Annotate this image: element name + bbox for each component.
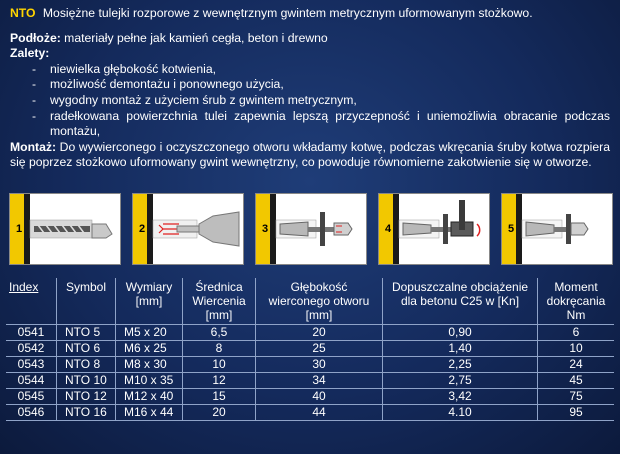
finished-anchor-illustration-icon (502, 194, 612, 264)
cell-symbol: NTO 10 (57, 373, 116, 389)
cell-torque: 6 (538, 325, 615, 341)
cell-torque: 95 (538, 405, 615, 421)
installation-label: Montaż: (10, 139, 57, 154)
step-4-tightening (378, 193, 490, 265)
cell-dimensions: M5 x 20 (116, 325, 183, 341)
cell-load: 2,25 (383, 357, 538, 373)
step-number: 4 (385, 223, 392, 235)
product-description: Mosiężne tulejki rozporowe z wewnętrznym gwintem metrycznym uformowanym stożkowo. (42, 6, 533, 20)
cell-index: 0542 (6, 341, 57, 357)
table-row (6, 341, 614, 357)
list-item: - niewielka głębokość kotwienia, (10, 62, 610, 78)
cell-index: 0543 (6, 357, 57, 373)
step-number: 1 (16, 223, 23, 235)
installation-steps (9, 193, 611, 265)
cell-drill-diameter: 8 (183, 341, 256, 357)
table-row (6, 373, 614, 389)
specification-table (6, 278, 614, 421)
substrate-text: materiały pełne jak kamień cegła, beton i drewno (64, 30, 328, 45)
step-number: 2 (139, 223, 146, 235)
cell-hole-depth: 34 (256, 373, 383, 389)
step-2-cleaning (132, 193, 244, 265)
cell-load: 4.10 (383, 405, 538, 421)
header-permissible-load: Dopuszczalne obciążenie dla betonu C25 w [Kn] (383, 278, 538, 325)
description-block (10, 6, 610, 171)
table-row (6, 389, 614, 405)
cell-drill-diameter: 20 (183, 405, 256, 421)
cell-dimensions: M6 x 25 (116, 341, 183, 357)
cell-load: 2,75 (383, 373, 538, 389)
cell-dimensions: M16 x 44 (116, 405, 183, 421)
drill-illustration-icon (10, 194, 120, 264)
cell-hole-depth: 40 (256, 389, 383, 405)
cell-drill-diameter: 6,5 (183, 325, 256, 341)
cell-drill-diameter: 10 (183, 357, 256, 373)
cell-load: 3,42 (383, 389, 538, 405)
tightening-illustration-icon (379, 194, 489, 264)
cell-drill-diameter: 12 (183, 373, 256, 389)
step-number: 3 (262, 223, 269, 235)
cell-symbol: NTO 16 (57, 405, 116, 421)
cell-hole-depth: 30 (256, 357, 383, 373)
header-symbol: Symbol (57, 278, 116, 325)
cell-symbol: NTO 12 (57, 389, 116, 405)
cell-torque: 24 (538, 357, 615, 373)
cell-load: 1,40 (383, 341, 538, 357)
cell-symbol: NTO 5 (57, 325, 116, 341)
cell-drill-diameter: 15 (183, 389, 256, 405)
cell-dimensions: M8 x 30 (116, 357, 183, 373)
substrate-label: Podłoże: (10, 30, 61, 45)
installation-paragraph (10, 140, 610, 171)
list-item: - radełkowana powierzchnia tulei zapewnia lepszą przyczepność i uniemożliwia obracanie podczas montażu, (10, 109, 610, 140)
cell-index: 0546 (6, 405, 57, 421)
anchor-insert-illustration-icon (256, 194, 366, 264)
cell-symbol: NTO 8 (57, 357, 116, 373)
header-hole-depth: Głębokość wierconego otworu [mm] (256, 278, 383, 325)
table-row (6, 405, 614, 421)
cell-hole-depth: 20 (256, 325, 383, 341)
step-5-finished (501, 193, 613, 265)
step-3-inserting (255, 193, 367, 265)
list-item: - możliwość demontażu i ponownego użycia, (10, 77, 610, 93)
header-index: Index (6, 278, 57, 325)
step-number: 5 (508, 223, 515, 235)
cell-dimensions: M12 x 40 (116, 389, 183, 405)
cell-load: 0,90 (383, 325, 538, 341)
cell-torque: 45 (538, 373, 615, 389)
cell-torque: 10 (538, 341, 615, 357)
cell-symbol: NTO 6 (57, 341, 116, 357)
substrate-line (10, 31, 610, 47)
cell-hole-depth: 44 (256, 405, 383, 421)
header-dimensions: Wymiary [mm] (116, 278, 183, 325)
product-title (10, 6, 610, 22)
cell-index: 0545 (6, 389, 57, 405)
product-code: NTO (10, 6, 36, 20)
advantages-list (10, 62, 610, 140)
cell-hole-depth: 25 (256, 341, 383, 357)
table-header-row (6, 278, 614, 325)
header-tightening-torque: Moment dokręcania Nm (538, 278, 615, 325)
advantages-label: Zalety: (10, 46, 50, 61)
table-row (6, 325, 614, 341)
step-1-drilling (9, 193, 121, 265)
installation-text: Do wywierconego i oczyszczonego otworu wkładamy kotwę, podczas wkręcania śruby kotwa rozpiera się poprzez stożkowo uformowany gwint wewnętrzny, co powoduje równomierne zakotwienie się w otworze. (10, 139, 610, 170)
table-row (6, 357, 614, 373)
list-item: - wygodny montaż z użyciem śrub z gwintem metrycznym, (10, 93, 610, 109)
cell-dimensions: M10 x 35 (116, 373, 183, 389)
blower-illustration-icon (133, 194, 243, 264)
cell-torque: 75 (538, 389, 615, 405)
header-drill-diameter: Średnica Wiercenia [mm] (183, 278, 256, 325)
cell-index: 0544 (6, 373, 57, 389)
cell-index: 0541 (6, 325, 57, 341)
